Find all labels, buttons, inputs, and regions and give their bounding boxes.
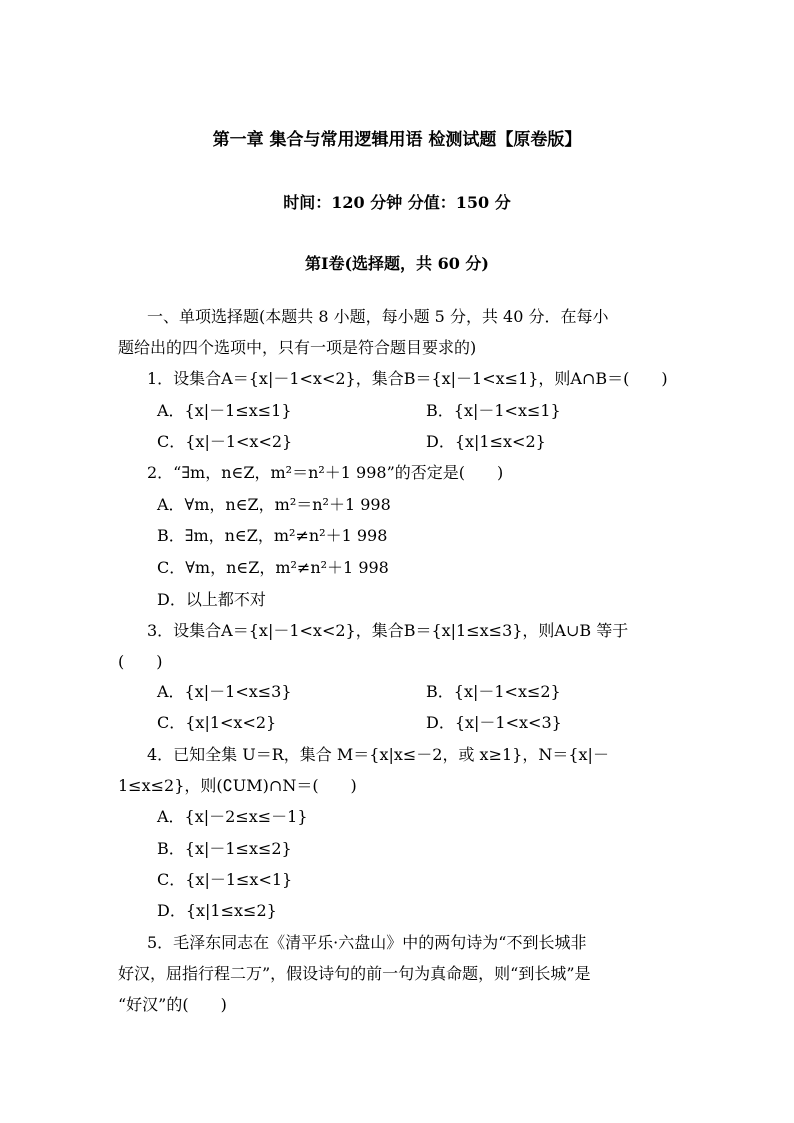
q1-option-a: A．{x|－1≤x≤1} [157, 401, 292, 420]
section-intro-line-2: 题给出的四个选项中，只有一项是符合题目要求的) [118, 338, 477, 357]
q5-stem-line-2: 好汉，屈指行程二万”，假设诗句的前一句为真命题，则“到长城”是 [118, 964, 591, 983]
q3-option-c: C．{x|1<x<2} [157, 713, 277, 732]
doc-title: 第一章 集合与常用逻辑用语 检测试题【原卷版】 [212, 130, 582, 150]
section-intro-line-1: 一、单项选择题(本题共 8 小题，每小题 5 分，共 40 分．在每小 [147, 307, 609, 326]
q2-stem: 2．“∃m，n∈Z，m²＝n²＋1 998”的否定是( ) [147, 463, 504, 482]
q2-option-d: D．以上都不对 [157, 590, 266, 609]
q5-stem-line-3: “好汉”的( ) [118, 995, 227, 1014]
q4-stem-line-1: 4．已知全集 U＝R，集合 M＝{x|x≤－2，或 x≥1}，N＝{x|－ [147, 745, 609, 764]
q4-stem-line-2: 1≤x≤2}，则(∁UM)∩N＝( ) [118, 776, 357, 795]
q1-stem: 1．设集合A＝{x|－1<x<2}，集合B＝{x|－1<x≤1}，则A∩B＝( ) [147, 369, 668, 388]
q3-option-d: D．{x|－1<x<3} [426, 713, 562, 732]
q2-option-c: C．∀m，n∈Z，m²≠n²＋1 998 [157, 558, 389, 577]
q3-option-a: A．{x|－1<x≤3} [157, 682, 292, 701]
q3-option-b: B．{x|－1<x≤2} [426, 682, 561, 701]
q4-option-a: A．{x|－2≤x≤－1} [157, 807, 308, 826]
q1-option-c: C．{x|－1<x<2} [157, 432, 293, 451]
volume-heading: 第Ⅰ卷(选择题，共 60 分) [304, 254, 490, 273]
q4-option-d: D．{x|1≤x≤2} [157, 901, 277, 920]
q4-option-b: B．{x|－1≤x≤2} [157, 839, 292, 858]
q5-stem-line-1: 5．毛泽东同志在《清平乐·六盘山》中的两句诗为“不到长城非 [147, 933, 587, 952]
time-score-line: 时间：120 分钟 分值：150 分 [283, 193, 511, 212]
q2-option-b: B．∃m，n∈Z，m²≠n²＋1 998 [157, 526, 388, 545]
q4-option-c: C．{x|－1≤x<1} [157, 870, 293, 889]
q1-option-b: B．{x|－1<x≤1} [426, 401, 561, 420]
q3-stem-line-2: ( ) [118, 652, 163, 671]
q2-option-a: A．∀m，n∈Z，m²＝n²＋1 998 [157, 495, 391, 514]
q1-option-d: D．{x|1≤x<2} [426, 432, 546, 451]
q3-stem-line-1: 3．设集合A＝{x|－1<x<2}，集合B＝{x|1≤x≤3}，则A∪B 等于 [147, 621, 629, 640]
